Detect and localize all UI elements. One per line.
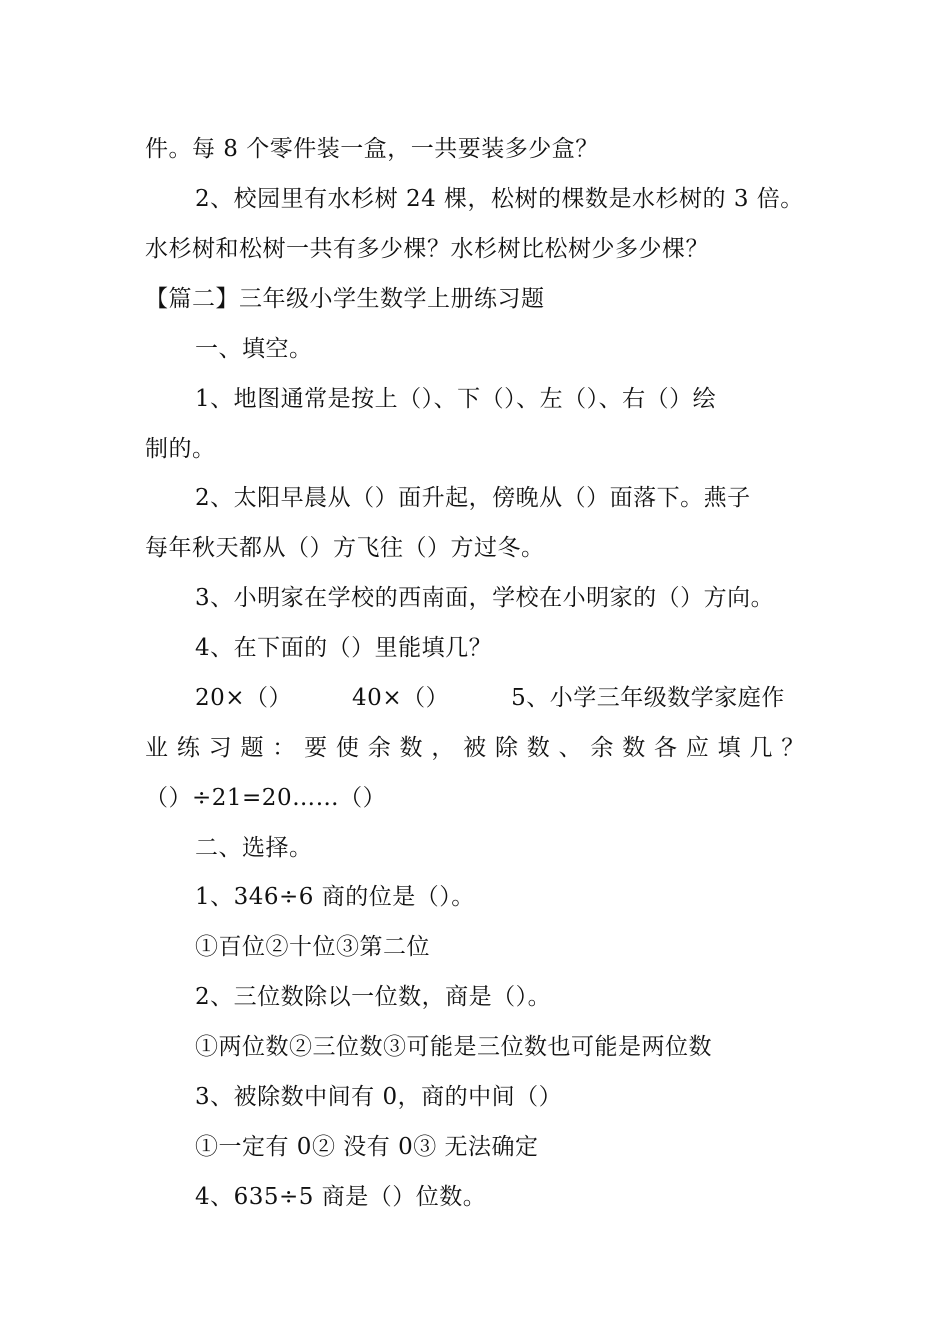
justified-char: ？ [781,735,805,761]
fill-in-question-5: 5、小学三年级数学家庭作 [511,685,785,711]
division-equation: （）÷21=20……（） [145,785,387,811]
justified-char: 填 [717,735,742,761]
justified-char: 余 [367,735,392,761]
justified-char: ， [431,735,455,761]
justified-char: 数 [526,735,551,761]
choice-question-3: 3、被除数中间有 0，商的中间（） [195,1084,563,1110]
choice-question-4: 4、635÷5 商是（）位数。 [195,1184,487,1210]
justified-char: 练 [176,735,201,761]
choice-options-2: ①两位数②三位数③可能是三位数也可能是两位数 [195,1034,712,1060]
justified-char: 使 [335,735,360,761]
text-line: 每年秋天都从（）方飞往（）方过冬。 [145,535,545,561]
justified-char: 、 [558,735,583,761]
choice-question-2: 2、三位数除以一位数，商是（）。 [195,984,552,1010]
multiplication-row [195,683,785,713]
fill-in-question-4: 4、在下面的（）里能填几？ [195,635,493,661]
justified-char: 应 [685,735,710,761]
justified-char: 余 [590,735,614,761]
multiplication-item: 40×（） [352,685,450,711]
text-line-justified [145,733,805,763]
justified-char: 被 [463,735,487,761]
choice-question-1: 1、346÷6 商的位是（）。 [195,884,475,910]
text-line: 水杉树和松树一共有多少棵？水杉树比松树少多少棵？ [145,236,709,262]
text-line: 件。每 8 个零件装一盒，一共要装多少盒？ [145,136,599,162]
fill-in-question-1: 1、地图通常是按上（）、下（）、左（）、右（）绘 [195,386,717,412]
justified-char: 业 [145,735,169,761]
fill-in-question-3: 3、小明家在学校的西南面，学校在小明家的（）方向。 [195,585,775,611]
justified-char: 除 [494,735,519,761]
section-heading: 【篇二】三年级小学生数学上册练习题 [145,286,545,312]
choice-options-3: ①一定有 0② 没有 0③ 无法确定 [195,1134,539,1160]
justified-char: 习 [208,735,233,761]
part-heading-choice: 二、选择。 [195,835,313,861]
justified-char: 数 [622,735,646,761]
justified-char: ： [272,735,296,761]
choice-options-1: ①百位②十位③第二位 [195,934,430,960]
justified-char: 要 [304,735,328,761]
multiplication-item: 20×（） [195,685,293,711]
justified-char: 题 [240,735,264,761]
justified-char: 几 [749,735,773,761]
justified-char: 各 [654,735,678,761]
justified-char: 数 [399,735,423,761]
part-heading-fill-in: 一、填空。 [195,336,313,362]
question-2: 2、校园里有水杉树 24 棵，松树的棵数是水杉树的 3 倍。 [195,186,804,212]
fill-in-question-2: 2、太阳早晨从（）面升起，傍晚从（）面落下。燕子 [195,485,751,511]
text-line: 制的。 [145,436,216,462]
